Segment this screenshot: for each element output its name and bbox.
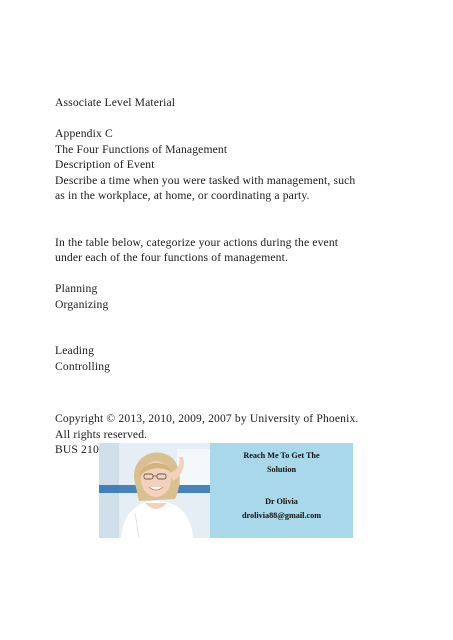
rights-notice: All rights reserved. [55, 427, 148, 441]
instruction-line-2: under each of the four functions of management. [55, 251, 289, 264]
contact-panel [210, 443, 353, 538]
prompt-line-2: as in the workplace, at home, or coordinating a party. [55, 189, 310, 202]
contact-name: Dr Olivia [265, 497, 298, 506]
prompt-line-1: Describe a time when you were tasked with management, such [55, 173, 356, 187]
contact-email[interactable]: drolivia88@gmail.com [241, 511, 322, 520]
woman-photo [99, 443, 210, 538]
function-planning: Planning [55, 282, 98, 295]
document-header: Associate Level Material [55, 96, 176, 109]
instruction-line-1: In the table below, categorize your actions during the event [55, 235, 339, 249]
course-code: BUS 210 [55, 443, 99, 456]
appendix-label: Appendix C [55, 127, 113, 140]
function-controlling: Controlling [55, 359, 111, 373]
function-organizing: Organizing [55, 297, 109, 311]
document-body [55, 95, 400, 458]
section-heading: Description of Event [55, 158, 155, 171]
function-leading: Leading [55, 344, 95, 357]
promo-headline-1: Reach Me To Get The [243, 451, 320, 460]
copyright-notice: Copyright © 2013, 2010, 2009, 2007 by University of Phoenix. [55, 412, 359, 425]
promo-headline-2: Solution [266, 465, 297, 474]
document-title: The Four Functions of Management [55, 142, 228, 156]
promo-banner[interactable] [99, 443, 353, 538]
woman-portrait-image [99, 443, 210, 538]
